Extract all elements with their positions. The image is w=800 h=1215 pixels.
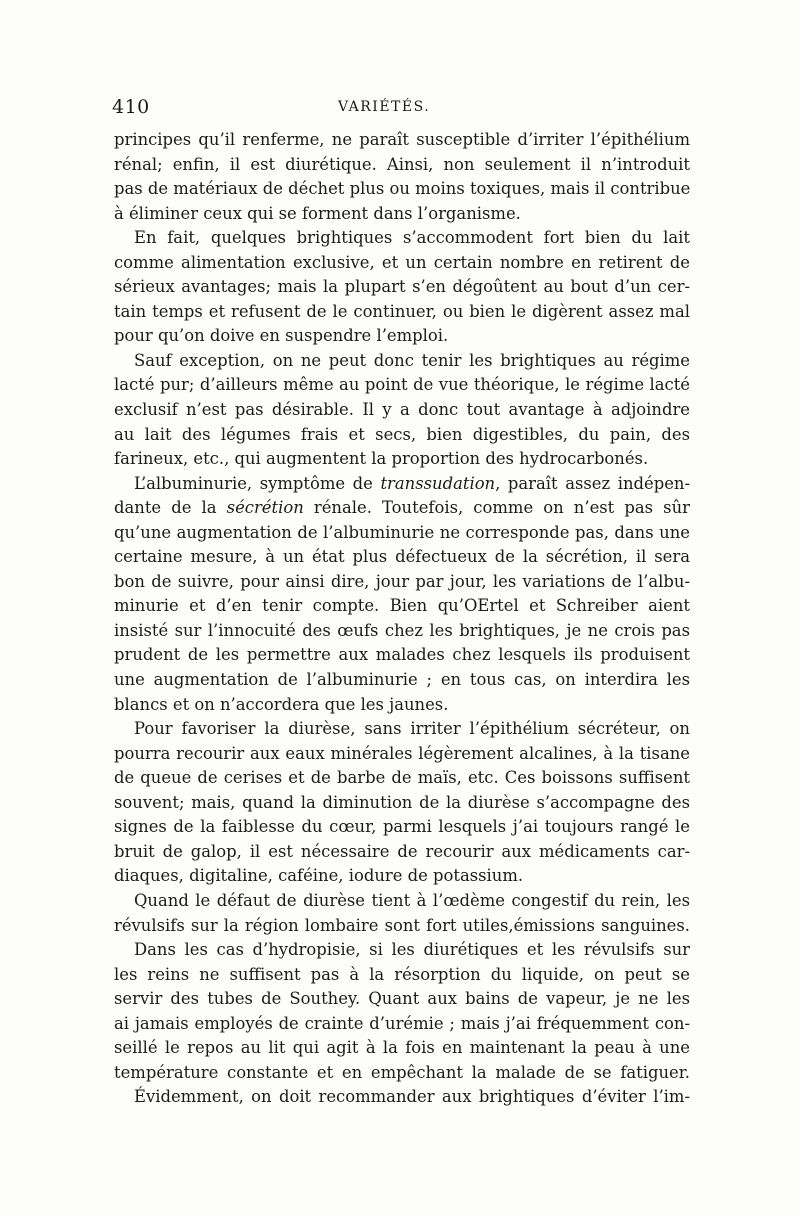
text-line: Quand le défaut de diurèse tient à l’œdème congestif du rein, les [134, 890, 690, 910]
text-line: diaques, digitaline, caféine, iodure de potassium. [114, 866, 524, 886]
page-number: 410 [112, 96, 150, 118]
text-line: servir des tubes de Southey. Quant aux bains de vapeur, je ne les [114, 989, 690, 1009]
text-line: certaine mesure, à un état plus défectueux de la sécrétion, il sera [114, 547, 690, 567]
italic-term: sécrétion [226, 498, 304, 518]
text-line: exclusif n’est pas désirable. Il y a donc tout avantage à adjoindre [114, 400, 690, 420]
text-line: souvent; mais, quand la diminution de la diurèse s’accompagne des [114, 792, 690, 812]
text-line [114, 472, 690, 497]
text-line: révulsifs sur la région lombaire sont fort utiles,émissions sanguines. [114, 915, 690, 935]
text-line [114, 496, 690, 521]
text-line: lacté pur; d’ailleurs même au point de vue théorique, le régime lacté [114, 375, 690, 395]
text-line: ai jamais employés de crainte d’urémie ; mais j’ai fréquemment con- [114, 1013, 690, 1033]
text-line: Évidemment, on doit recommander aux brightiques d’éviter l’im- [134, 1087, 690, 1107]
text-line: farineux, etc., qui augmentent la proportion des hydrocarbonés. [114, 449, 649, 469]
text-line: pas de matériaux de déchet plus ou moins toxiques, mais il contribue [114, 179, 690, 199]
running-title: VARIÉTÉS. [338, 99, 431, 115]
text-line: sérieux avantages; mais la plupart s’en dégoûtent au bout d’un cer- [114, 277, 690, 297]
text-line: signes de la faiblesse du cœur, parmi lesquels j’ai toujours rangé le [114, 817, 690, 837]
text-line: bruit de galop, il est nécessaire de recourir aux médicaments car- [114, 841, 690, 861]
text-line: qu’une augmentation de l’albuminurie ne corresponde pas, dans une [114, 522, 690, 542]
text-line: comme alimentation exclusive, et un certain nombre en retirent de [114, 252, 690, 272]
text-line: insisté sur l’innocuité des œufs chez les brightiques, je ne crois pas [114, 620, 690, 640]
text-line: au lait des légumes frais et secs, bien digestibles, du pain, des [114, 424, 690, 444]
text-line: principes qu’il renferme, ne paraît susceptible d’irriter l’épithélium [114, 130, 690, 149]
text-line: Pour favoriser la diurèse, sans irriter l’épithélium sécréteur, on [134, 719, 690, 739]
italic-term: transsudation [380, 473, 496, 493]
text-line: Sauf exception, on ne peut donc tenir les brightiques au régime [134, 350, 690, 370]
text-run: dante de la [114, 498, 227, 518]
text-line: pour qu’on doive en suspendre l’emploi. [114, 326, 449, 346]
text-line: une augmentation de l’albuminurie ; en tous cas, on interdira les [114, 670, 690, 690]
text-line: pourra recourir aux eaux minérales légèrement alcalines, à la tisane [114, 743, 690, 763]
text-run: rénale. Toutefois, comme on n’est pas sûr [303, 498, 690, 518]
page-header [112, 96, 690, 124]
text-line: rénal; enfin, il est diurétique. Ainsi, non seulement il n’introduit [114, 154, 690, 174]
text-line: température constante et en empêchant la malade de se fatiguer. [114, 1062, 690, 1082]
text-line: En fait, quelques brightiques s’accommodent fort bien du lait [134, 228, 690, 248]
body-text [114, 128, 690, 1110]
text-line: seillé le repos au lit qui agit à la fois en maintenant la peau à une [114, 1038, 690, 1058]
text-run: , paraît assez indépen- [495, 473, 690, 493]
text-line: Dans les cas d’hydropisie, si les diurétiques et les révulsifs sur [134, 940, 690, 960]
text-line: blancs et on n’accordera que les jaunes. [114, 694, 449, 714]
text-line: minurie et d’en tenir compte. Bien qu’OErtel et Schreiber aient [114, 596, 690, 616]
text-line: de queue de cerises et de barbe de maïs, etc. Ces boissons suffisent [114, 768, 690, 788]
text-line: à éliminer ceux qui se forment dans l’organisme. [114, 203, 521, 223]
text-line: bon de suivre, pour ainsi dire, jour par jour, les variations de l’albu- [114, 571, 690, 591]
text-line: les reins ne suffisent pas à la résorption du liquide, on peut se [114, 964, 690, 984]
text-line: prudent de les permettre aux malades chez lesquels ils produisent [114, 645, 690, 665]
text-run: L’albuminurie, symptôme de [134, 473, 381, 493]
text-line: tain temps et refusent de le continuer, ou bien le digèrent assez mal [114, 301, 690, 321]
